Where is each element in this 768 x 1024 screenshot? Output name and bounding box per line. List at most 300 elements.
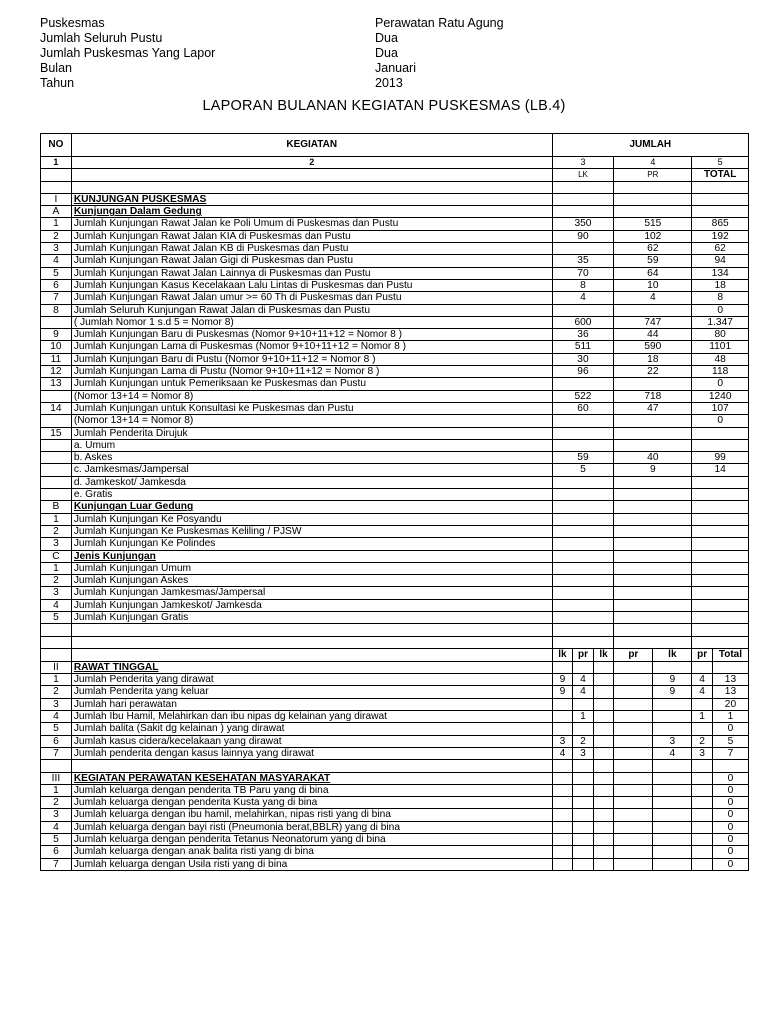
row-no: 6	[41, 735, 72, 747]
table-row	[41, 772, 749, 784]
row-kegiatan: Kunjungan Luar Gedung	[71, 501, 552, 513]
row-value	[692, 846, 713, 858]
row-value: 20	[712, 698, 748, 710]
row-kegiatan: Jumlah Kunjungan Kasus Kecelakaan Lalu Lintas di Puskesmas dan Pustu	[71, 279, 552, 291]
row-value	[692, 809, 713, 821]
row-value: 2	[573, 735, 594, 747]
row-value: 4	[573, 674, 594, 686]
rt-col-header: lk	[552, 648, 573, 661]
header-field	[40, 76, 740, 91]
row-value: 0	[712, 797, 748, 809]
row-lk: 4	[552, 292, 614, 304]
row-total: 134	[692, 267, 749, 279]
row-kegiatan: Jumlah keluarga dengan bayi risti (Pneumonia berat,BBLR) yang di bina	[71, 821, 552, 833]
row-kegiatan: Jumlah Kunjungan Lama di Puskesmas (Nomor 9+10+11+12 = Nomor 8 )	[71, 341, 552, 353]
row-pr: 4	[614, 292, 692, 304]
row-value	[614, 661, 653, 673]
rt-col-header: lk	[593, 648, 614, 661]
row-lk: 511	[552, 341, 614, 353]
table-row	[41, 711, 749, 723]
row-no: 8	[41, 304, 72, 316]
row-pr	[614, 304, 692, 316]
row-kegiatan: Jumlah Kunjungan untuk Konsultasi ke Puskesmas dan Pustu	[71, 402, 552, 414]
row-kegiatan: Jumlah Kunjungan Umum	[71, 562, 552, 574]
row-total	[692, 599, 749, 611]
row-no: 1	[41, 784, 72, 796]
table-row	[41, 513, 749, 525]
row-value	[614, 698, 653, 710]
row-lk: 350	[552, 218, 614, 230]
row-no: 2	[41, 230, 72, 242]
row-value	[614, 711, 653, 723]
row-lk	[552, 525, 614, 537]
row-kegiatan: Jenis Kunjungan	[71, 550, 552, 562]
table-row	[41, 624, 749, 636]
row-pr	[614, 501, 692, 513]
row-total: 48	[692, 353, 749, 365]
row-value	[593, 674, 614, 686]
row-kegiatan: Jumlah keluarga dengan penderita Kusta yang di bina	[71, 797, 552, 809]
row-lk	[552, 206, 614, 218]
row-pr: 718	[614, 390, 692, 402]
table-row	[41, 329, 749, 341]
row-lk: 600	[552, 316, 614, 328]
row-value	[552, 723, 573, 735]
row-value	[573, 698, 594, 710]
row-kegiatan: b. Askes	[71, 452, 552, 464]
row-no	[41, 464, 72, 476]
table-row	[41, 292, 749, 304]
row-no: 7	[41, 747, 72, 759]
row-total	[692, 587, 749, 599]
row-value	[552, 784, 573, 796]
row-value	[573, 784, 594, 796]
row-kegiatan: a. Umum	[71, 439, 552, 451]
row-value: 0	[712, 809, 748, 821]
row-value: 13	[712, 674, 748, 686]
row-no: I	[41, 193, 72, 205]
row-pr	[614, 476, 692, 488]
row-total	[692, 476, 749, 488]
row-total: 107	[692, 402, 749, 414]
row-lk: 5	[552, 464, 614, 476]
row-total	[692, 611, 749, 623]
row-no: II	[41, 661, 72, 673]
table-row	[41, 809, 749, 821]
row-lk: 522	[552, 390, 614, 402]
row-no: 1	[41, 674, 72, 686]
row-no: 5	[41, 723, 72, 735]
row-kegiatan: Jumlah Kunjungan Baru di Puskesmas (Nomor 9+10+11+12 = Nomor 8 )	[71, 329, 552, 341]
row-kegiatan: Jumlah Kunjungan Baru di Pustu (Nomor 9+10+11+12 = Nomor 8 )	[71, 353, 552, 365]
table-row	[41, 538, 749, 550]
row-no: 3	[41, 809, 72, 821]
row-value	[593, 711, 614, 723]
row-no: 1	[41, 513, 72, 525]
row-total	[692, 427, 749, 439]
row-value	[552, 711, 573, 723]
table-row	[41, 674, 749, 686]
row-no: 1	[41, 562, 72, 574]
row-no: B	[41, 501, 72, 513]
row-total: 18	[692, 279, 749, 291]
row-no: 3	[41, 243, 72, 255]
row-value	[573, 772, 594, 784]
row-lk	[552, 476, 614, 488]
row-total	[692, 193, 749, 205]
row-value	[552, 809, 573, 821]
table-header-row	[41, 134, 749, 157]
row-value	[573, 846, 594, 858]
row-total: 62	[692, 243, 749, 255]
row-value	[692, 797, 713, 809]
row-no: 7	[41, 292, 72, 304]
table-row	[41, 611, 749, 623]
row-value: 0	[712, 821, 748, 833]
row-lk: 36	[552, 329, 614, 341]
row-kegiatan: Jumlah keluarga dengan ibu hamil, melahirkan, nipas risti yang di bina	[71, 809, 552, 821]
row-value	[653, 784, 692, 796]
row-value	[552, 661, 573, 673]
row-kegiatan: d. Jamkeskot/ Jamkesda	[71, 476, 552, 488]
row-total: 80	[692, 329, 749, 341]
row-value	[692, 821, 713, 833]
row-lk: 8	[552, 279, 614, 291]
subhead-pr: PR	[614, 169, 692, 181]
row-no: 5	[41, 611, 72, 623]
subhead-lk: LK	[552, 169, 614, 181]
colnum-2: 2	[71, 157, 552, 169]
row-pr: 62	[614, 243, 692, 255]
row-value	[614, 834, 653, 846]
row-value	[692, 834, 713, 846]
row-total: 1.347	[692, 316, 749, 328]
row-no: 2	[41, 525, 72, 537]
row-value	[593, 747, 614, 759]
row-value	[552, 772, 573, 784]
row-no: 11	[41, 353, 72, 365]
row-value	[614, 723, 653, 735]
rt-col-header: Total	[712, 648, 748, 661]
rt-col-header: pr	[614, 648, 653, 661]
row-lk	[552, 427, 614, 439]
row-value	[573, 834, 594, 846]
row-kegiatan: c. Jamkesmas/Jampersal	[71, 464, 552, 476]
row-kegiatan: Kunjungan Dalam Gedung	[71, 206, 552, 218]
row-pr	[614, 439, 692, 451]
row-no: 4	[41, 821, 72, 833]
row-pr	[614, 611, 692, 623]
row-value	[552, 698, 573, 710]
row-value	[552, 846, 573, 858]
row-pr: 102	[614, 230, 692, 242]
row-value	[593, 772, 614, 784]
subhead-total: TOTAL	[692, 169, 749, 181]
row-kegiatan: Jumlah kasus cidera/kecelakaan yang dirawat	[71, 735, 552, 747]
header-field-label: Jumlah Puskesmas Yang Lapor	[40, 46, 216, 60]
row-value	[614, 846, 653, 858]
row-value	[692, 772, 713, 784]
row-no: 3	[41, 587, 72, 599]
row-value	[593, 661, 614, 673]
row-no: 2	[41, 575, 72, 587]
row-no	[41, 390, 72, 402]
row-pr	[614, 513, 692, 525]
row-value	[614, 809, 653, 821]
table-row	[41, 218, 749, 230]
row-lk: 90	[552, 230, 614, 242]
row-value	[692, 784, 713, 796]
colnum-1: 1	[41, 157, 72, 169]
header-field	[40, 16, 740, 31]
header-no: NO	[41, 134, 72, 157]
table-row	[41, 501, 749, 513]
row-value: 2	[692, 735, 713, 747]
row-lk	[552, 550, 614, 562]
row-value: 3	[573, 747, 594, 759]
row-kegiatan: Jumlah keluarga dengan penderita TB Paru yang di bina	[71, 784, 552, 796]
row-lk	[552, 587, 614, 599]
table-row	[41, 427, 749, 439]
row-kegiatan: Jumlah Kunjungan Rawat Jalan ke Poli Umum di Puskesmas dan Pustu	[71, 218, 552, 230]
row-kegiatan: RAWAT TINGGAL	[71, 661, 552, 673]
row-value: 1	[573, 711, 594, 723]
row-total: 0	[692, 304, 749, 316]
row-pr: 40	[614, 452, 692, 464]
table-row	[41, 267, 749, 279]
row-pr: 64	[614, 267, 692, 279]
row-pr	[614, 378, 692, 390]
row-pr	[614, 599, 692, 611]
row-total: 99	[692, 452, 749, 464]
header-field-value: Dua	[375, 46, 398, 60]
row-value: 9	[653, 674, 692, 686]
row-value: 13	[712, 686, 748, 698]
row-lk	[552, 599, 614, 611]
row-value	[593, 723, 614, 735]
row-total	[692, 575, 749, 587]
row-value: 7	[712, 747, 748, 759]
table-row	[41, 390, 749, 402]
row-kegiatan: Jumlah penderita dengan kasus lainnya yang dirawat	[71, 747, 552, 759]
row-value	[552, 834, 573, 846]
row-value	[653, 809, 692, 821]
row-no: 4	[41, 255, 72, 267]
table-row	[41, 415, 749, 427]
row-no: 2	[41, 797, 72, 809]
row-kegiatan: Jumlah Kunjungan Jamkesmas/Jampersal	[71, 587, 552, 599]
row-no: 2	[41, 686, 72, 698]
row-no: 13	[41, 378, 72, 390]
table-row	[41, 636, 749, 648]
row-no	[41, 476, 72, 488]
row-no	[41, 489, 72, 501]
report-header	[40, 16, 740, 91]
row-lk	[552, 243, 614, 255]
header-jumlah: JUMLAH	[552, 134, 748, 157]
header-field	[40, 61, 740, 76]
row-no: C	[41, 550, 72, 562]
row-value: 4	[692, 674, 713, 686]
row-kegiatan: Jumlah Kunjungan Gratis	[71, 611, 552, 623]
row-no: A	[41, 206, 72, 218]
row-no: 4	[41, 599, 72, 611]
row-lk	[552, 378, 614, 390]
row-value	[552, 797, 573, 809]
header-field-value: Dua	[375, 31, 398, 45]
row-kegiatan: Jumlah Kunjungan Rawat Jalan KIA di Puskesmas dan Pustu	[71, 230, 552, 242]
row-total: 0	[692, 415, 749, 427]
row-kegiatan: Jumlah Kunjungan Rawat Jalan Gigi di Puskesmas dan Pustu	[71, 255, 552, 267]
rt-col-header: pr	[573, 648, 594, 661]
row-no: 1	[41, 218, 72, 230]
header-field-value: Perawatan Ratu Agung	[375, 16, 504, 30]
row-no	[41, 316, 72, 328]
row-total: 8	[692, 292, 749, 304]
table-row	[41, 489, 749, 501]
row-no: 15	[41, 427, 72, 439]
row-no	[41, 452, 72, 464]
column-number-row	[41, 157, 749, 169]
row-value: 9	[552, 686, 573, 698]
row-value: 3	[653, 735, 692, 747]
row-value	[653, 772, 692, 784]
row-total: 118	[692, 366, 749, 378]
row-pr: 44	[614, 329, 692, 341]
row-value	[593, 698, 614, 710]
row-value: 3	[692, 747, 713, 759]
row-pr	[614, 427, 692, 439]
row-value	[692, 723, 713, 735]
row-no	[41, 439, 72, 451]
table-row	[41, 464, 749, 476]
row-no: 3	[41, 538, 72, 550]
row-value	[593, 784, 614, 796]
table-row	[41, 846, 749, 858]
row-pr	[614, 525, 692, 537]
table-row	[41, 193, 749, 205]
row-value	[593, 834, 614, 846]
rt-col-header: lk	[653, 648, 692, 661]
table-row	[41, 476, 749, 488]
row-pr: 18	[614, 353, 692, 365]
table-row	[41, 525, 749, 537]
row-lk	[552, 562, 614, 574]
table-row	[41, 439, 749, 451]
header-kegiatan: KEGIATAN	[71, 134, 552, 157]
row-total	[692, 538, 749, 550]
row-kegiatan: e. Gratis	[71, 489, 552, 501]
row-kegiatan: Jumlah Penderita Dirujuk	[71, 427, 552, 439]
row-total: 865	[692, 218, 749, 230]
row-pr	[614, 206, 692, 218]
row-value	[653, 846, 692, 858]
row-kegiatan: Jumlah Kunjungan Askes	[71, 575, 552, 587]
row-kegiatan: KEGIATAN PERAWATAN KESEHATAN MASYARAKAT	[71, 772, 552, 784]
header-field-value: 2013	[375, 76, 403, 90]
row-value	[593, 846, 614, 858]
table-row	[41, 797, 749, 809]
row-kegiatan: Jumlah keluarga dengan anak balita risti yang di bina	[71, 846, 552, 858]
row-value	[573, 723, 594, 735]
row-value: 0	[712, 772, 748, 784]
row-pr: 515	[614, 218, 692, 230]
table-row	[41, 304, 749, 316]
row-total	[692, 562, 749, 574]
row-pr: 59	[614, 255, 692, 267]
row-no: 14	[41, 402, 72, 414]
row-kegiatan: Jumlah balita (Sakit dg kelainan ) yang dirawat	[71, 723, 552, 735]
row-lk	[552, 575, 614, 587]
table-row	[41, 206, 749, 218]
row-value	[573, 809, 594, 821]
row-value	[573, 858, 594, 870]
table-row	[41, 686, 749, 698]
table-row	[41, 821, 749, 833]
table-row	[41, 760, 749, 772]
row-no: 6	[41, 279, 72, 291]
row-no: 5	[41, 267, 72, 279]
row-lk: 59	[552, 452, 614, 464]
row-pr	[614, 587, 692, 599]
row-value	[614, 858, 653, 870]
row-value: 1	[712, 711, 748, 723]
row-kegiatan: Jumlah keluarga dengan penderita Tetanus Neonatorum yang di bina	[71, 834, 552, 846]
row-value	[552, 821, 573, 833]
row-kegiatan: KUNJUNGAN PUSKESMAS	[71, 193, 552, 205]
row-pr: 10	[614, 279, 692, 291]
row-value	[653, 661, 692, 673]
rawat-tinggal-header-row	[41, 648, 749, 661]
row-no: III	[41, 772, 72, 784]
row-pr: 590	[614, 341, 692, 353]
table-row	[41, 834, 749, 846]
row-kegiatan: Jumlah hari perawatan	[71, 698, 552, 710]
report-table	[40, 133, 749, 871]
row-no: 3	[41, 698, 72, 710]
row-kegiatan: Jumlah Penderita yang keluar	[71, 686, 552, 698]
row-lk: 96	[552, 366, 614, 378]
table-row	[41, 279, 749, 291]
row-total	[692, 550, 749, 562]
row-value	[614, 674, 653, 686]
table-row	[41, 858, 749, 870]
row-kegiatan: Jumlah Kunjungan Ke Polindes	[71, 538, 552, 550]
row-kegiatan: Jumlah Kunjungan Ke Puskesmas Keliling / PJSW	[71, 525, 552, 537]
row-kegiatan: Jumlah Kunjungan Lama di Pustu (Nomor 9+10+11+12 = Nomor 8 )	[71, 366, 552, 378]
row-value	[653, 821, 692, 833]
table-row	[41, 243, 749, 255]
row-pr	[614, 489, 692, 501]
row-total	[692, 525, 749, 537]
table-row	[41, 341, 749, 353]
row-value: 9	[552, 674, 573, 686]
row-total: 0	[692, 378, 749, 390]
row-value	[653, 711, 692, 723]
row-kegiatan: Jumlah Kunjungan Ke Posyandu	[71, 513, 552, 525]
row-lk: 30	[552, 353, 614, 365]
table-row	[41, 378, 749, 390]
header-field-label: Jumlah Seluruh Pustu	[40, 31, 163, 45]
row-lk: 70	[552, 267, 614, 279]
row-value	[593, 797, 614, 809]
row-pr	[614, 193, 692, 205]
table-row	[41, 747, 749, 759]
row-pr	[614, 415, 692, 427]
row-value: 3	[552, 735, 573, 747]
header-field	[40, 31, 740, 46]
row-value	[573, 661, 594, 673]
